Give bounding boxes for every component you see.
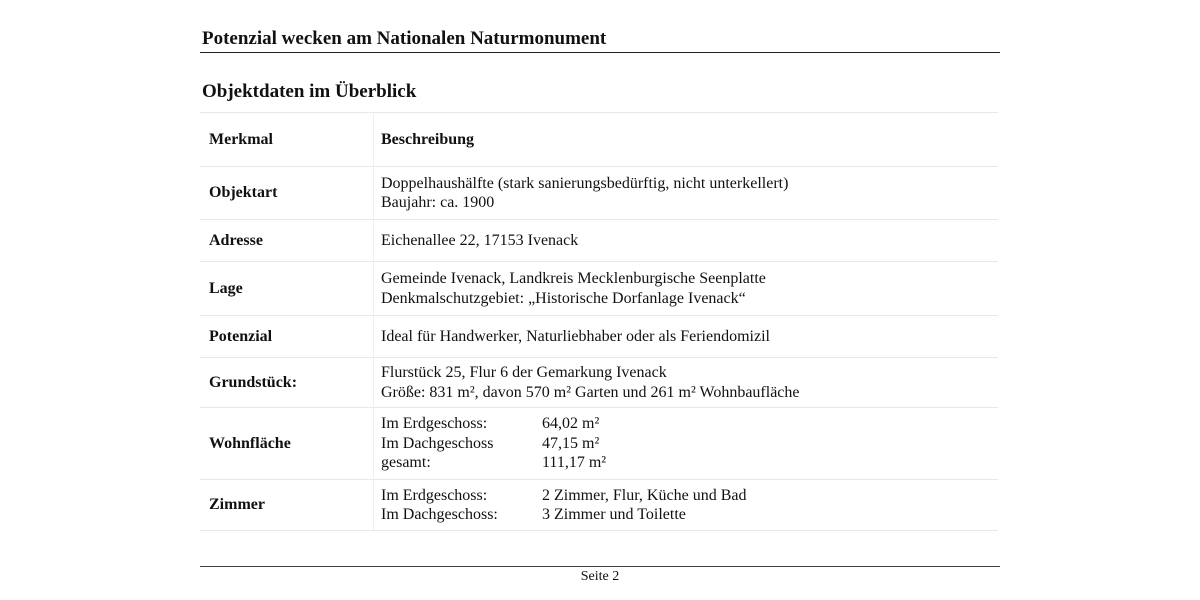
- page-header: [200, 28, 1000, 53]
- table-header-row: [200, 113, 998, 167]
- row-label: Zimmer: [200, 480, 374, 531]
- row-label: Objektart: [200, 167, 374, 220]
- area-key: gesamt:: [381, 454, 431, 472]
- object-data-table: [200, 112, 998, 531]
- table-row-potenzial: [200, 316, 998, 358]
- area-key: Im Erdgeschoss:: [381, 415, 488, 433]
- row-value: [374, 220, 999, 262]
- section-title: Objektdaten im Überblick: [202, 81, 417, 102]
- table-row-lage: [200, 262, 998, 316]
- row-value: [374, 408, 999, 480]
- row-label: Wohnfläche: [200, 408, 374, 480]
- row-value: [374, 358, 999, 408]
- page-footer: [200, 566, 1000, 585]
- value-line: Flurstück 25, Flur 6 der Gemarkung Ivenack: [381, 364, 667, 381]
- row-label: Lage: [200, 262, 374, 316]
- value-line: Doppelhaushälfte (stark sanierungsbedürftig, nicht unterkellert): [381, 174, 789, 192]
- area-key: Im Dachgeschoss: [381, 434, 494, 452]
- column-header-beschreibung: Beschreibung: [374, 113, 999, 167]
- row-value: [374, 316, 999, 358]
- row-value: [374, 262, 999, 316]
- value-line: Baujahr: ca. 1900: [381, 194, 495, 211]
- page-number: Seite 2: [580, 569, 620, 584]
- document-title: Potenzial wecken am Nationalen Naturmonument: [202, 28, 607, 49]
- room-key: Im Dachgeschoss:: [381, 506, 498, 523]
- table-row-wohnflaeche: [200, 408, 998, 480]
- table-row-adresse: [200, 220, 998, 262]
- value-line: Eichenallee 22, 17153 Ivenack: [381, 231, 579, 249]
- table-row-objektart: [200, 167, 998, 220]
- area-value: 111,17 m²: [542, 454, 607, 472]
- row-value: [374, 167, 999, 220]
- room-key: Im Erdgeschoss:: [381, 486, 488, 504]
- room-value: 2 Zimmer, Flur, Küche und Bad: [542, 486, 747, 504]
- value-line: Gemeinde Ivenack, Landkreis Mecklenburgische Seenplatte: [381, 270, 766, 287]
- row-value: [374, 480, 999, 531]
- row-label: Potenzial: [200, 316, 374, 358]
- area-breakdown: [381, 414, 998, 473]
- room-value: 3 Zimmer und Toilette: [542, 506, 686, 523]
- table-row-zimmer: [200, 480, 998, 531]
- area-value: 47,15 m²: [542, 434, 600, 452]
- table-row-grundstueck: [200, 358, 998, 408]
- value-line: Ideal für Handwerker, Naturliebhaber oder als Feriendomizil: [381, 327, 770, 345]
- row-label: Adresse: [200, 220, 374, 262]
- row-label: Grundstück:: [200, 358, 374, 408]
- column-header-merkmal: Merkmal: [200, 113, 374, 167]
- room-breakdown: [381, 486, 998, 525]
- area-value: 64,02 m²: [542, 415, 600, 433]
- value-line: Denkmalschutzgebiet: „Historische Dorfanlage Ivenack“: [381, 289, 746, 307]
- value-line: Größe: 831 m², davon 570 m² Garten und 261 m² Wohnbaufläche: [381, 383, 800, 401]
